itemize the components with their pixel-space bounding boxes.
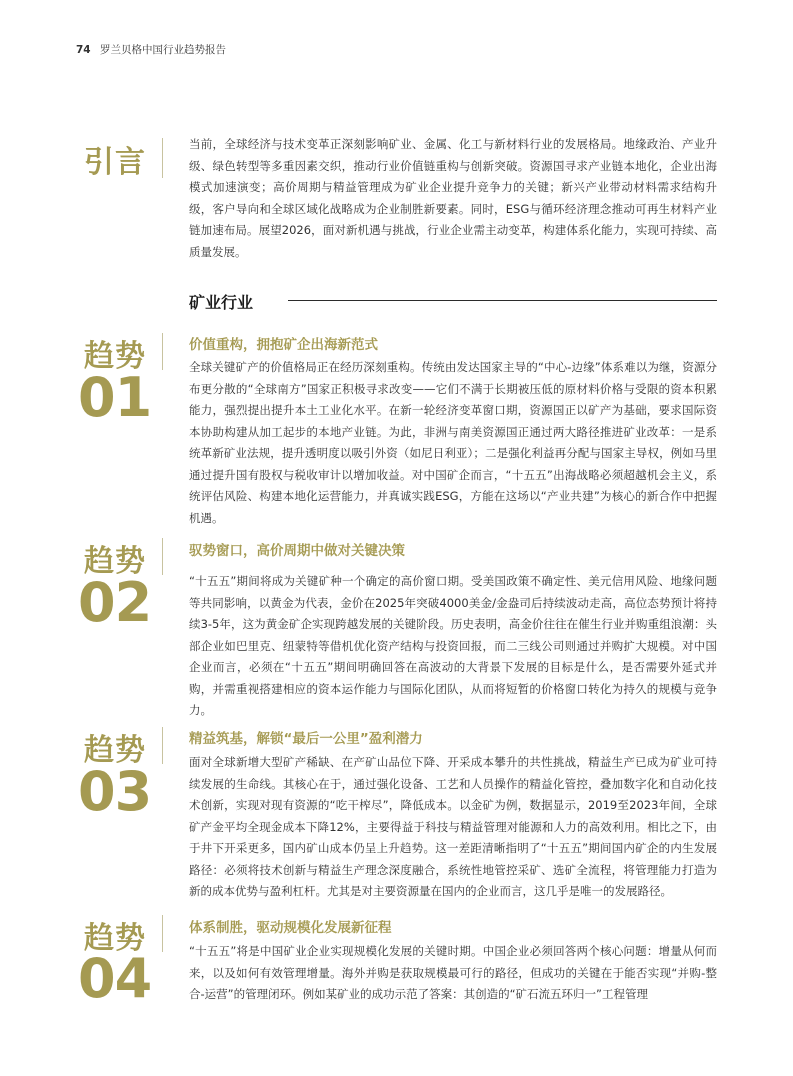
section-rule <box>288 300 717 301</box>
section-title: 矿业行业 <box>189 293 254 312</box>
trend-paragraph: 全球关键矿产的价值格局正在经历深刻重构。传统由发达国家主导的“中心-边缘”体系难以为继，资源分布更分散的“全球南方”国家正积极寻求改变——它们不满于长期被压低的原材料价格与受限的资本积累能力，强烈提出提升本土工业化水平。在新一轮经济变革窗口期，资源国正以矿产为基础，要求国际资本协助构建从加工起步的本地产业链。为此，非洲与南美资源国正通过两大路径推进矿业改革：一是系统革新矿业法规，提升透明度以吸引外资（如尼日利亚）；二是强化利益再分配与国家主导权，例如马里通过提升国有股权与税收审计以增加收益。对中国矿企而言，“十五五”出海战略必须超越机会主义，系统评估风险、构建本地化运营能力，并真诚实践ESG，方能在这场以“产业共建”为核心的新合作中把握机遇。 <box>189 360 717 525</box>
intro-paragraph: 当前，全球经济与技术变革正深刻影响矿业、金属、化工与新材料行业的发展格局。地缘政治、产业升级、绿色转型等多重因素交织，推动行业价值链重构与创新突破。资源国寻求产业链本地化，企业出海模式加速演变；高价周期与精益管理成为矿业企业提升竞争力的关键；新兴产业带动材料需求结构升级，客户导向和全球区域化战略成为企业制胜新要素。同时，ESG与循环经济理念推动可再生材料产业链加速布局。展望2026，面对新机遇与挑战，行业企业需主动变革，构建体系化能力，实现可持续、高质量发展。 <box>189 137 717 259</box>
intro-label: 引言 <box>84 145 146 180</box>
trend-paragraph: 面对全球新增大型矿产稀缺、在产矿山品位下降、开采成本攀升的共性挑战，精益生产已成为矿业可持续发展的生命线。其核心在于，通过强化设备、工艺和人员操作的精益化管控，叠加数字化和自动化技术创新，实现对现有资源的“吃干榨尽”，降低成本。以金矿为例，数据显示，2019至2023年间，全球矿产金平均全现金成本下降12%，主要得益于科技与精益管理对能源和人力的高效利用。相比之下，由于井下开采更多，国内矿山成本仍呈上升趋势。这一差距清晰指明了“十五五”期间国内矿企的内生发展路径：必须将技术创新与精益生产理念深度融合，系统性地管控采矿、选矿全流程，将管理能力打造为新的成本优势与盈利杠杆。尤其是对主要资源量在国内的企业而言，这几乎是唯一的发展路径。 <box>189 755 717 898</box>
trend-number: 03 <box>78 760 152 823</box>
trend-title: 驭势窗口，高价周期中做对关键决策 <box>189 543 405 559</box>
trend-number: 01 <box>78 366 152 429</box>
trend-number: 04 <box>78 947 152 1010</box>
trend-divider <box>162 538 163 575</box>
trend-label: 趋势 <box>84 339 146 374</box>
trend-title: 价值重构，拥抱矿企出海新范式 <box>189 337 378 353</box>
trend-divider <box>162 727 163 764</box>
trend-paragraph: “十五五”将是中国矿业企业实现规模化发展的关键时期。中国企业必须回答两个核心问题：增量从何而来，以及如何有效管理增量。海外并购是获取规模最可行的路径，但成功的关键在于能否实现“并购-整合-运营”的管理闭环。例如某矿业的成功示范了答案：其创造的“矿石流五环归一”工程管理 <box>189 944 717 1001</box>
trend-title: 精益筑基，解锁“最后一公里”盈利潜力 <box>189 731 423 747</box>
intro-divider <box>162 138 163 178</box>
report-title: 罗兰贝格中国行业趋势报告 <box>99 44 226 56</box>
trend-title: 体系制胜，驱动规模化发展新征程 <box>189 920 392 936</box>
trend-divider <box>162 333 163 370</box>
trend-label: 趋势 <box>84 921 146 956</box>
trend-label: 趋势 <box>84 544 146 579</box>
trend-paragraph: “十五五”期间将成为关键矿种一个确定的高价窗口期。受美国政策不确定性、美元信用风险、地缘问题等共同影响，以黄金为代表，金价在2025年突破4000美金/金盎司后持续波动走高，高位态势预计将持续3-5年，这为黄金矿企实现跨越发展的关键阶段。历史表明，高金价往往在催生行业并购重组浪潮：头部企业如巴里克、纽蒙特等借机优化资产结构与投资回报，而二三线公司则通过并购扩大规模。对中国企业而言，必须在“十五五”期间明确回答在高波动的大背景下发展的目标是什么，是否需要外延式并购，并需重视搭建相应的资本运作能力与国际化团队，从而将短暂的价格窗口转化为持久的规模与竞争力。 <box>189 574 717 717</box>
trend-divider <box>162 915 163 952</box>
page-number: 74 <box>76 44 91 56</box>
running-header <box>76 42 226 57</box>
trend-number: 02 <box>78 571 152 634</box>
trend-label: 趋势 <box>84 733 146 768</box>
